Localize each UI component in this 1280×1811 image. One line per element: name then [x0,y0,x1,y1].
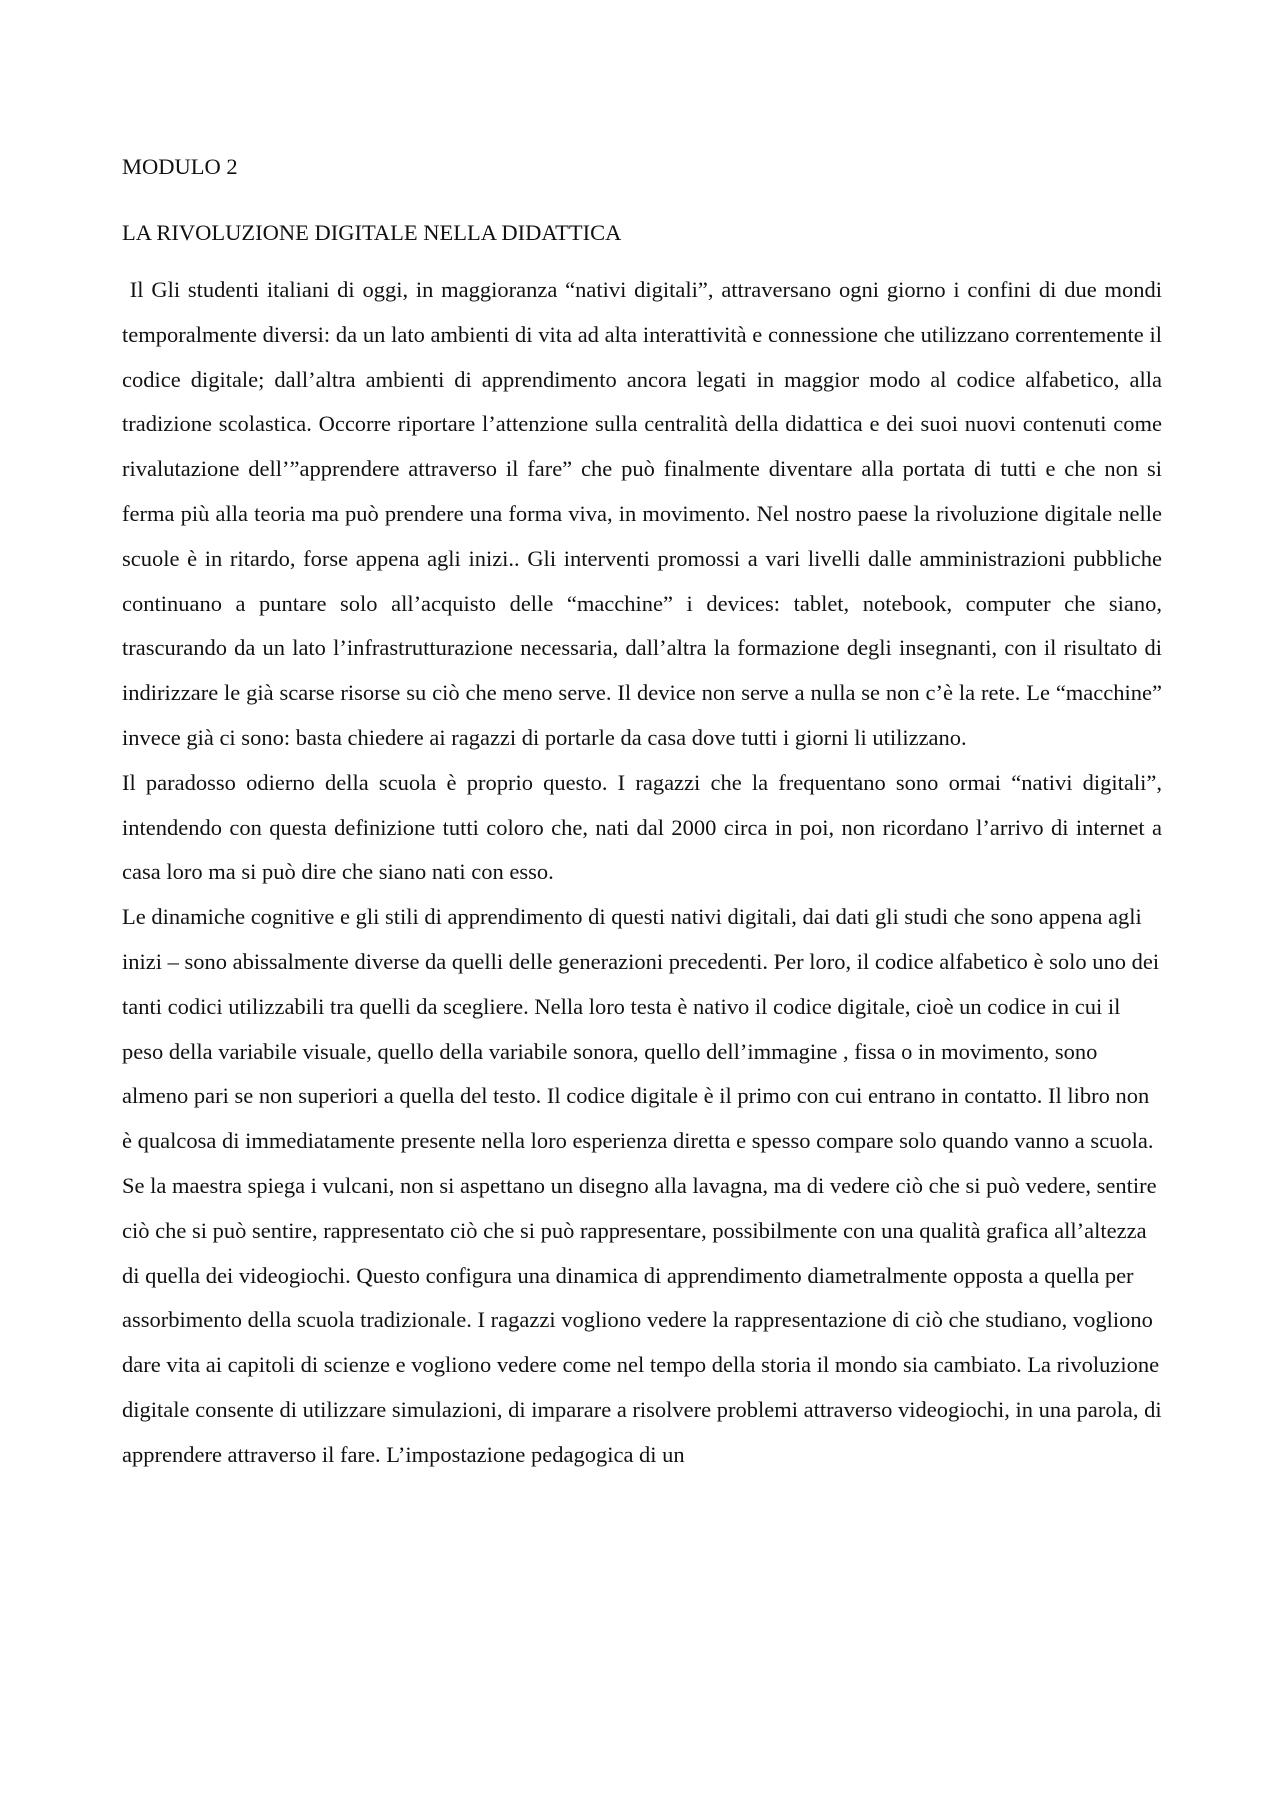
paragraph-cognitive-dynamics: Le dinamiche cognitive e gli stili di apprendimento di questi nativi digitali, dai dati gli studi che sono appena agli inizi – sono abissalmente diverse da quelli delle generazioni precedenti. Per loro, il codice alfabetico è solo uno dei tanti codici utilizzabili tra quelli da scegliere. Nella loro testa è nativo il codice digitale, cioè un codice in cui il peso della variabile visuale, quello della variabile sonora, quello dell’immagine , fissa o in movimento, sono almeno pari se non superiori a quella del testo. Il codice digitale è il primo con cui entrano in contatto. Il libro non è qualcosa di immediatamente presente nella loro esperienza diretta e spesso compare solo quando vanno a scuola. Se la maestra spiega i vulcani, non si aspettano un disegno alla lavagna, ma di vedere ciò che si può vedere, sentire ciò che si può sentire, rappresentato ciò che si può rappresentare, possibilmente con una qualità grafica all’altezza di quella dei videogiochi. Questo configura una dinamica di apprendimento diametralmente opposta a quella per assorbimento della scuola tradizionale. I ragazzi vogliono vedere la rappresentazione di ciò che studiano, vogliono dare vita ai capitoli di scienze e vogliono vedere come nel tempo della storia il mondo sia cambiato. La rivoluzione digitale consente di utilizzare simulazioni, di imparare a risolvere problemi attraverso videogiochi, in una parola, di apprendere attraverso il fare. L’impostazione pedagogica di un [122,904,1162,1467]
paragraph-intro: Il Gli studenti italiani di oggi, in maggioranza “nativi digitali”, attraversano ogni giorno i confini di due mondi temporalmente diversi: da un lato ambienti di vita ad alta interattività e connessione che utilizzano correntemente il codice digitale; dall’altra ambienti di apprendimento ancora legati in maggior modo al codice alfabetico, alla tradizione scolastica. Occorre riportare l’attenzione sulla centralità della didattica e dei suoi nuovi contenuti come rivalutazione dell’”apprendere attraverso il fare” che può finalmente diventare alla portata di tutti e che non si ferma più alla teoria ma può prendere una forma viva, in movimento. Nel nostro paese la rivoluzione digitale nelle scuole è in ritardo, forse appena agli inizi.. Gli interventi promossi a vari livelli dalle amministrazioni pubbliche continuano a puntare solo all’acquisto delle “macchine” i devices: tablet, notebook, computer che siano, trascurando da un lato l’infrastrutturazione necessaria, dall’altra la formazione degli insegnanti, con il risultato di indirizzare le già scarse risorse su ciò che meno serve. Il device non serve a nulla se non c’è la rete. Le “macchine” invece già ci sono: basta chiedere ai ragazzi di portarle da casa dove tutti i giorni li utilizzano. [122,277,1163,750]
document-title: LA RIVOLUZIONE DIGITALE NELLA DIDATTICA [122,220,622,245]
paragraph-paradox: Il paradosso odierno della scuola è proprio questo. I ragazzi che la frequentano sono ormai “nativi digitali”, intendendo con questa definizione tutti coloro che, nati dal 2000 circa in poi, non ricordano l’arrivo di internet a casa loro ma si può dire che siano nati con esso. [122,769,1162,885]
module-label: MODULO 2 [122,154,238,179]
document-body [122,150,1162,1478]
